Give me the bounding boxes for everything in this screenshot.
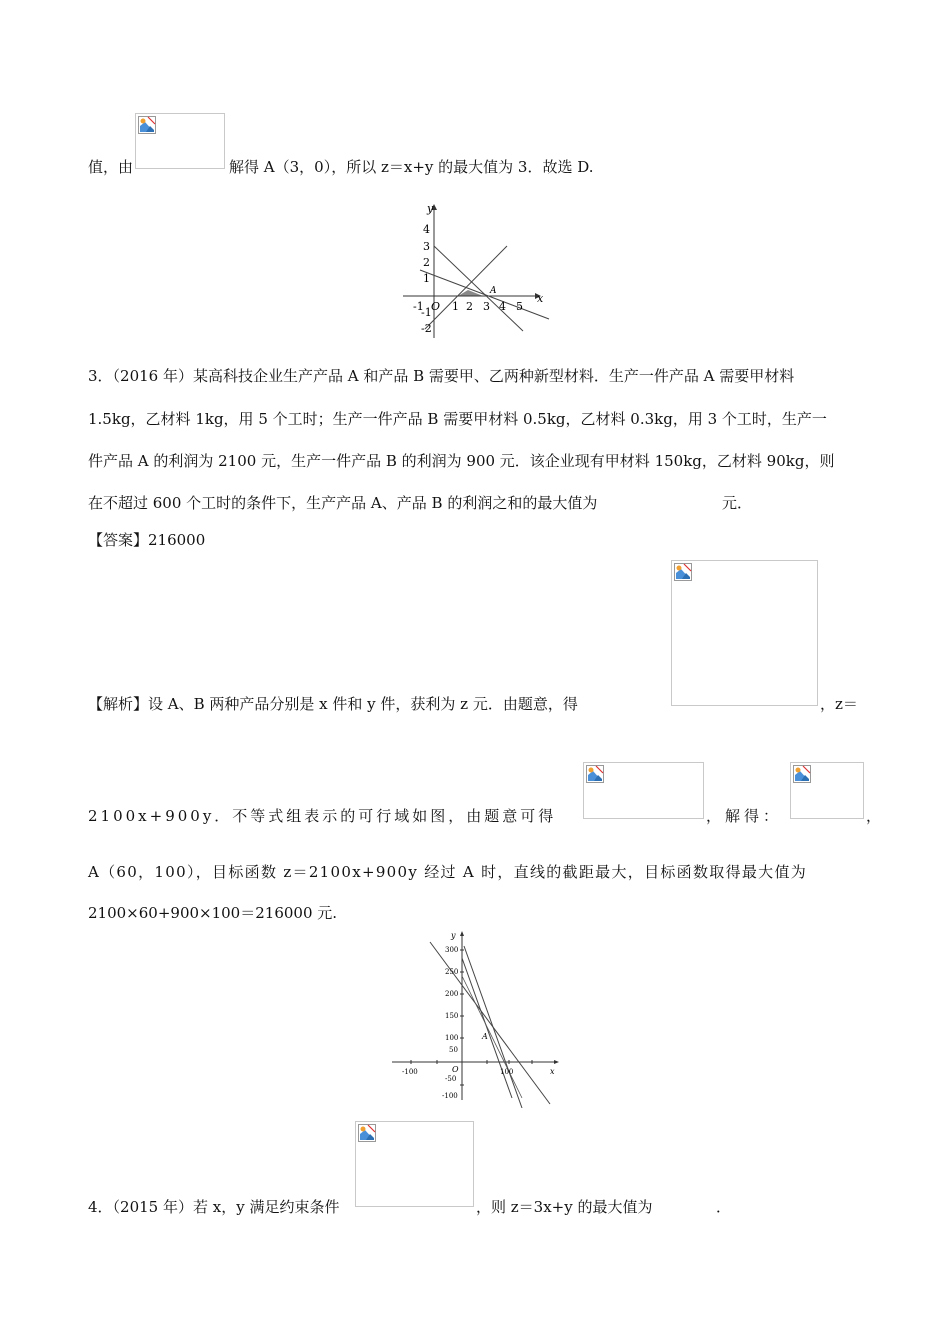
q3-blank-unit: 元． bbox=[722, 494, 753, 512]
constraint-line-2 bbox=[462, 958, 512, 1098]
ytick: 3 bbox=[423, 240, 430, 253]
y-axis-label: y bbox=[427, 202, 434, 215]
q4-text-c: ． bbox=[716, 1198, 732, 1216]
q4-text-b: ，则 z＝3x+y 的最大值为 bbox=[476, 1198, 653, 1216]
ytick: -1 bbox=[421, 306, 432, 319]
broken-image-icon bbox=[586, 765, 604, 783]
q3-line-2: 1.5kg，乙材料 1kg，用 5 个工时；生产一件产品 B 需要甲材料 0.5kg，乙材料 0.3kg，用 3 个工时，生产一 bbox=[88, 410, 827, 428]
ytick: 50 bbox=[449, 1046, 458, 1054]
q3-line2-a: 2100x+900y．不等式组表示的可行域如图，由题意可得 bbox=[88, 807, 557, 825]
ytick: -50 bbox=[445, 1075, 457, 1083]
q3-line-4: 在不超过 600 个工时的条件下，生产产品 A、产品 B 的利润之和的最大值为 bbox=[88, 494, 598, 512]
y-axis-label: y bbox=[451, 931, 456, 940]
ytick: 100 bbox=[445, 1034, 459, 1042]
y-axis-arrow bbox=[460, 931, 464, 936]
y-tick-labels bbox=[442, 946, 458, 1100]
equation-image-1 bbox=[135, 113, 225, 169]
ytick: 150 bbox=[445, 1012, 459, 1020]
p1-text-b: 解得 A（3，0），所以 z＝x+y 的最大值为 3．故选 D. bbox=[229, 158, 594, 176]
xtick: 5 bbox=[516, 300, 523, 313]
point-a-label: A bbox=[490, 286, 497, 296]
q3-line2-c: ， bbox=[866, 807, 882, 825]
xtick: 1 bbox=[452, 300, 459, 313]
ytick: 300 bbox=[445, 946, 459, 954]
q3-line-1: 3．（2016 年）某高科技企业生产产品 A 和产品 B 需要甲、乙两种新型材料．生产一件产品 A 需要甲材料 bbox=[88, 367, 795, 385]
ytick: 2 bbox=[423, 256, 430, 269]
xtick: 100 bbox=[500, 1068, 514, 1076]
y-tick-labels bbox=[421, 223, 432, 335]
point-a-label: A bbox=[482, 1032, 488, 1041]
origin-label: O bbox=[452, 1065, 459, 1074]
solution-image bbox=[790, 762, 864, 819]
q3-line3: A（60，100），目标函数 z＝2100x+900y 经过 A 时，直线的截距最大，目标函数取得最大值为 bbox=[88, 863, 808, 881]
q3-line-3: 件产品 A 的利润为 2100 元，生产一件产品 B 的利润为 900 元．该企业现有甲材料 150kg，乙材料 90kg，则 bbox=[88, 452, 835, 470]
q3-answer: 【答案】216000 bbox=[88, 531, 206, 549]
broken-image-icon bbox=[793, 765, 811, 783]
constraint-system-image bbox=[355, 1121, 474, 1207]
ytick: -100 bbox=[442, 1092, 458, 1100]
constraint-line-1 bbox=[434, 246, 523, 331]
x-axis-arrow bbox=[554, 1060, 559, 1064]
q3-line2-b: ，解得： bbox=[706, 807, 783, 825]
q4-text-a: 4．（2015 年）若 x，y 满足约束条件 bbox=[88, 1198, 340, 1216]
xtick: 4 bbox=[499, 300, 506, 313]
broken-image-icon bbox=[358, 1124, 376, 1142]
graph-1 bbox=[395, 198, 555, 348]
x-axis-label: x bbox=[550, 1067, 555, 1076]
xtick: 2 bbox=[466, 300, 473, 313]
p1-text-a: 值，由 bbox=[88, 158, 134, 176]
broken-image-icon bbox=[138, 116, 156, 134]
xtick: -100 bbox=[402, 1068, 418, 1076]
q3-line4: 2100×60+900×100＝216000 元. bbox=[88, 904, 338, 922]
q3-analysis-a: 【解析】设 A、B 两种产品分别是 x 件和 y 件，获利为 z 元．由题意，得 bbox=[88, 695, 578, 713]
graph-2 bbox=[388, 928, 573, 1108]
x-axis-label: x bbox=[537, 292, 544, 305]
xtick: 3 bbox=[483, 300, 490, 313]
equation-image-2 bbox=[583, 762, 704, 819]
ytick: 1 bbox=[423, 272, 430, 285]
q3-analysis-b: ，z＝ bbox=[820, 695, 858, 713]
broken-image-icon bbox=[674, 563, 692, 581]
xtick: -1 bbox=[413, 300, 424, 313]
objective-line bbox=[462, 976, 522, 1098]
origin-label: O bbox=[431, 300, 441, 313]
ytick: -2 bbox=[421, 322, 432, 335]
ytick: 200 bbox=[445, 990, 459, 998]
ytick: 4 bbox=[423, 223, 430, 236]
ytick: 250 bbox=[445, 968, 459, 976]
inequality-system-image bbox=[671, 560, 818, 706]
